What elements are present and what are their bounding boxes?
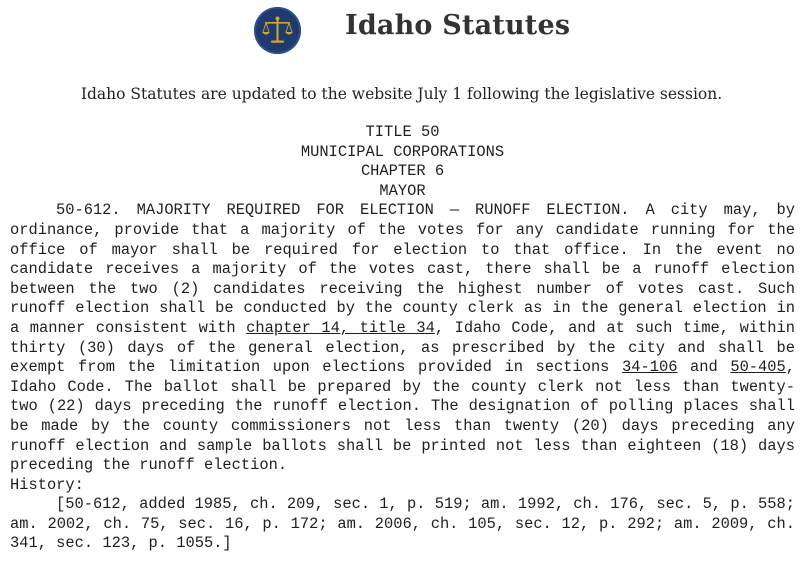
- history-label: History:: [10, 475, 84, 494]
- scales-icon: [254, 7, 301, 54]
- history-text: [50-612, added 1985, ch. 209, sec. 1, p. 519; am. 1992, ch. 176, sec. 5, p. 558; am. 2002, ch. 75, sec. 16, p. 172; am. 2006, ch. 105, sec. 12, p. 292; am. 2009, ch. 341, sec. 123, p. 1055.]: [10, 495, 795, 553]
- link-section-34-106[interactable]: 34-106: [622, 358, 678, 377]
- update-notice: Idaho Statutes are updated to the website July 1 following the legislative session.: [80, 85, 723, 103]
- scales-of-justice-seal-icon[interactable]: [254, 7, 301, 54]
- title-number: TITLE 50: [365, 123, 440, 141]
- link-section-50-405[interactable]: 50-405: [730, 358, 786, 377]
- chapter-name: MAYOR: [379, 181, 426, 200]
- section-text-part1: A city may, by ordinance, provide that a majority of the votes for any candidate running for the office of mayor shall be required for election to that office. In the event no candidate receives a majority of the votes cast, there shall be a runoff election between the two (2) candidates receiving the highest number of votes cast. Such runoff election shall be conducted by the county clerk as in the general election in a manner consistent with: [10, 201, 795, 337]
- section-body: [10, 201, 795, 475]
- title-name: MUNICIPAL CORPORATIONS: [300, 142, 505, 161]
- link-chapter-14-title-34[interactable]: chapter 14, title 34: [246, 318, 435, 337]
- site-title[interactable]: Idaho Statutes: [345, 10, 571, 41]
- section-text-part2: , Idaho Code, and at such time, within thirty (30) days of the general election, as prescribed by the city and shall be exempt from the limitation upon elections provided in sections: [10, 318, 795, 377]
- section-text-part3: , Idaho Code. The ballot shall be prepared by the county clerk not less than twenty-two (22) days preceding the runoff election. The designation of polling places shall be made by the county commissioners not less than twenty (20) days preceding any runoff election and sample ballots shall be printed not less than eighteen (18) days preceding the runoff election.: [10, 358, 795, 475]
- statute-document: [10, 123, 795, 554]
- chapter-number: CHAPTER 6: [360, 162, 445, 181]
- site-header: [0, 0, 803, 62]
- section-heading: 50-612. MAJORITY REQUIRED FOR ELECTION — RUNOFF ELECTION.: [56, 201, 630, 220]
- section-text-and: and: [677, 358, 731, 377]
